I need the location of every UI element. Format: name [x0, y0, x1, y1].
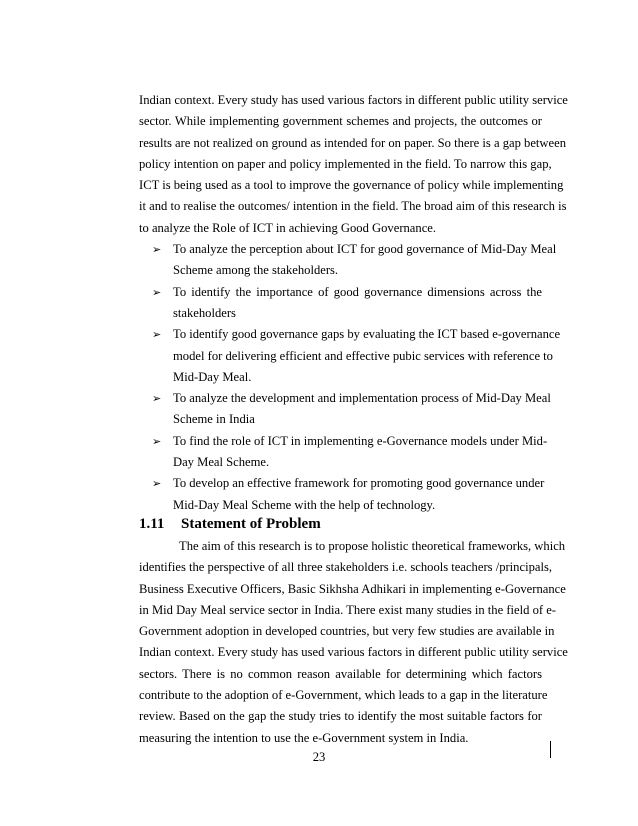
- objective-line: To analyze the perception about ICT for good governance of Mid-Day Meal: [173, 242, 557, 257]
- intro-line: ICT is being used as a tool to improve the governance of policy while implementing: [139, 178, 564, 193]
- section-heading: [139, 514, 321, 534]
- problem-line: sectors. There is no common reason available for determining which factors: [139, 666, 542, 681]
- problem-line: Business Executive Officers, Basic Sikhsha Adhikari in implementing e-Governance: [139, 581, 566, 596]
- problem-line: review. Based on the gap the study tries to identify the most suitable factors for: [139, 709, 542, 724]
- objective-item: [139, 473, 545, 516]
- problem-line: measuring the intention to use the e-Government system in India.: [139, 730, 469, 745]
- objective-line: Scheme in India: [173, 412, 255, 427]
- arrow-bullet-icon: ➢: [152, 243, 162, 257]
- intro-paragraph: [139, 90, 568, 516]
- objective-line: stakeholders: [173, 305, 236, 320]
- arrow-bullet-icon: ➢: [152, 477, 162, 491]
- arrow-bullet-icon: ➢: [152, 392, 162, 406]
- objective-line: Mid-Day Meal Scheme with the help of technology.: [173, 497, 436, 512]
- objective-line: To identify good governance gaps by evaluating the ICT based e-governance: [173, 327, 561, 342]
- problem-line: contribute to the adoption of e-Government, which leads to a gap in the literature: [139, 688, 548, 703]
- objective-line: Mid-Day Meal.: [173, 369, 252, 384]
- intro-line: policy intention on paper and policy implemented in the field. To narrow this gap,: [139, 156, 552, 171]
- objective-item: [139, 431, 548, 474]
- intro-line: results are not realized on ground as intended for on paper. So there is a gap between: [139, 135, 566, 150]
- intro-line: Indian context. Every study has used various factors in different public utility service: [139, 93, 568, 107]
- problem-line: The aim of this research is to propose holistic theoretical frameworks, which: [179, 539, 566, 553]
- page-number: 23: [312, 750, 326, 764]
- intro-line: sector. While implementing government schemes and projects, the outcomes or: [139, 114, 542, 129]
- section-number: 1.11: [139, 516, 165, 532]
- objective-item: [139, 388, 551, 431]
- problem-line: Government adoption in developed countries, but very few studies are available in: [139, 624, 555, 639]
- section-title: Statement of Problem: [181, 516, 321, 532]
- objective-line: To analyze the development and implementation process of Mid-Day Meal: [173, 391, 551, 406]
- objectives-list: [139, 239, 561, 516]
- objective-line: To find the role of ICT in implementing e-Governance models under Mid-: [173, 433, 548, 448]
- objective-line: model for delivering efficient and effective pubic services with reference to: [173, 348, 553, 363]
- problem-line: in Mid Day Meal service sector in India. There exist many studies in the field of e-: [139, 602, 556, 617]
- intro-line: to analyze the Role of ICT in achieving Good Governance.: [139, 220, 437, 235]
- problem-paragraph: [139, 536, 568, 749]
- intro-line: it and to realise the outcomes/ intention in the field. The broad aim of this research is: [139, 199, 567, 214]
- objective-line: Scheme among the stakeholders.: [173, 263, 339, 278]
- problem-line: Indian context. Every study has used various factors in different public utility service: [139, 645, 568, 660]
- arrow-bullet-icon: ➢: [152, 434, 162, 448]
- objective-line: To identify the importance of good governance dimensions across the: [173, 284, 542, 299]
- arrow-bullet-icon: ➢: [152, 285, 162, 299]
- objective-item: [139, 282, 542, 325]
- margin-divider: [550, 741, 551, 758]
- objective-line: To develop an effective framework for promoting good governance under: [173, 476, 545, 491]
- objective-line: Day Meal Scheme.: [173, 455, 270, 470]
- objective-item: [139, 324, 561, 388]
- objective-item: [139, 239, 557, 282]
- problem-line: identifies the perspective of all three stakeholders i.e. schools teachers /principals,: [139, 560, 552, 575]
- arrow-bullet-icon: ➢: [152, 328, 162, 342]
